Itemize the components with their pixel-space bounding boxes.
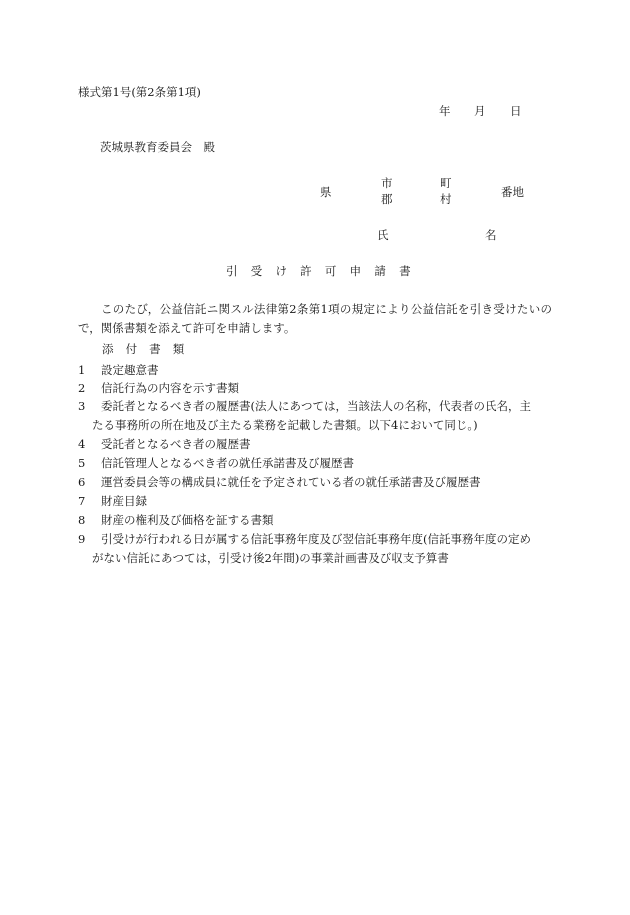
form-label: 様式第1号(第2条第1項) [78,85,201,99]
attachments-heading: 添付書類 [102,342,197,356]
addressee: 茨城県教育委員会 殿 [100,140,215,154]
name-family-label: 氏 [377,228,389,242]
list-item [78,530,552,568]
address-town-label: 町 [440,176,452,190]
attachment-text: 設定趣意書 [101,363,159,377]
attachment-text: 財産目録 [101,494,147,508]
attachment-number: 3 [78,399,86,413]
list-item [78,361,552,380]
address-lot-label: 番地 [501,185,524,199]
address-prefecture-label: 県 [320,185,332,199]
date-day-label: 日 [510,104,522,118]
attachment-number: 9 [78,532,86,546]
attachment-number: 7 [78,494,86,508]
document-title: 引受け許可申請書 [226,264,424,278]
attachment-text-continued: がない信託にあつては，引受け後2年間)の事業計画書及び収支予算書 [92,551,449,565]
attachment-text: 信託行為の内容を示す書類 [101,381,239,395]
attachment-text: 財産の権利及び価格を証する書類 [101,513,274,527]
list-item [78,492,552,511]
attachment-text-continued: たる事務所の所在地及び主たる業務を記載した書類。以下4において同じ。) [92,418,478,432]
list-item [78,511,552,530]
attachment-number: 5 [78,456,86,470]
list-item [78,379,552,398]
list-item [78,473,552,492]
attachment-text: 受託者となるべき者の履歴書 [101,437,251,451]
attachment-text: 委託者となるべき者の履歴書(法人にあつては，当該法人の名称，代表者の氏名，主 [101,399,531,413]
list-item [78,454,552,473]
body-paragraph: このたび，公益信託ニ関スル法律第2条第1項の規定により公益信託を引き受けたいので，関係書類を添えて許可を申請します。 [78,302,552,335]
attachment-number: 6 [78,475,86,489]
list-item [78,435,552,454]
attachment-number: 2 [78,381,86,395]
address-village-label: 村 [440,192,452,206]
attachment-number: 1 [78,363,86,377]
attachment-number: 8 [78,513,86,527]
attachment-text: 引受けが行われる日が属する信託事務年度及び翌信託事務年度(信託事務年度の定め [101,532,531,546]
address-district-label: 郡 [381,192,393,206]
list-item [78,397,552,435]
attachment-text: 運営委員会等の構成員に就任を予定されている者の就任承諾書及び履歴書 [101,475,481,489]
attachment-number: 4 [78,437,86,451]
attachment-text: 信託管理人となるべき者の就任承諾書及び履歴書 [101,456,354,470]
address-city-label: 市 [381,176,393,190]
date-year-label: 年 [439,104,451,118]
name-given-label: 名 [485,228,497,242]
date-month-label: 月 [474,104,486,118]
